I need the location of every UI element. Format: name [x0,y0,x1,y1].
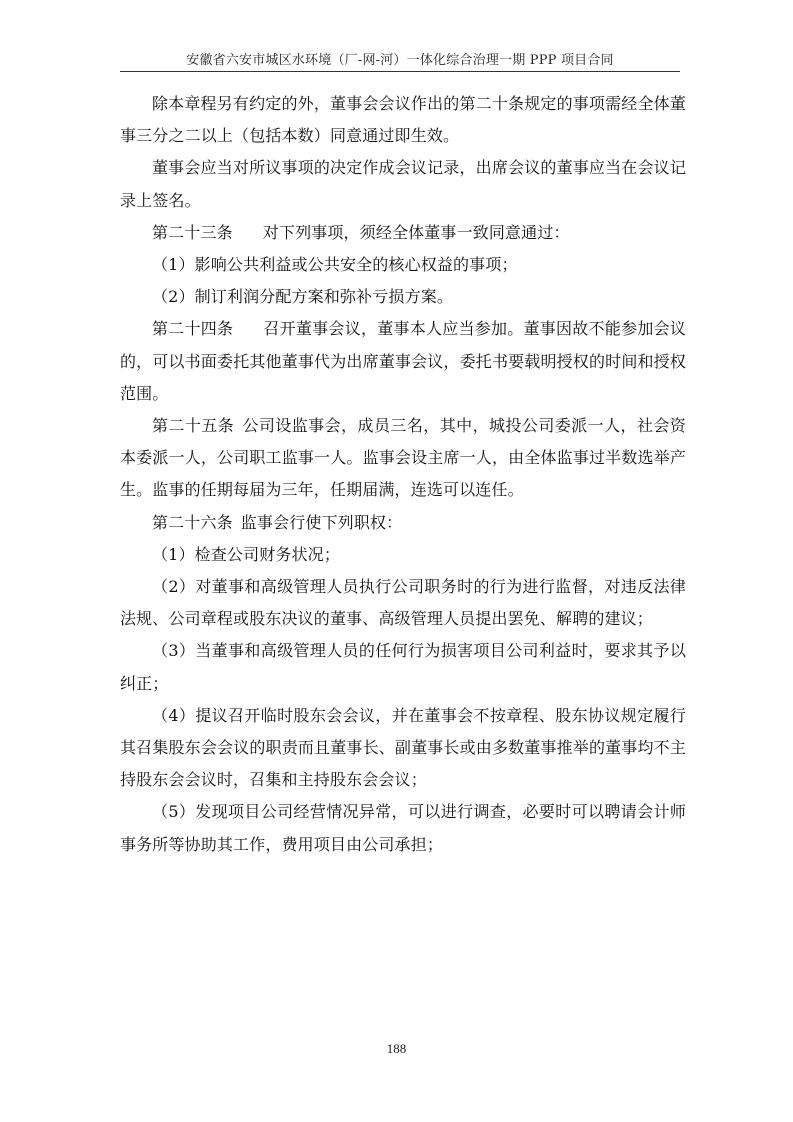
list-item: （5）发现项目公司经营情况异常，可以进行调查，必要时可以聘请会计师事务所等协助其工作，费用项目由公司承担； [120,802,686,854]
paragraph: 董事会应当对所议事项的决定作成会议记录，出席会议的董事应当在会议记录上签名。 [120,158,686,210]
article-text: 监事会行使下列职权： [240,512,403,532]
article-number: 第二十三条 [152,222,233,242]
document-body [120,88,686,861]
article-text: 公司设监事会，成员三名，其中，城投公司委派一人，社会资本委派一人，公司职工监事一人。监事会设主席一人，由全体监事过半数选举产生。监事的任期每届为三年，任期届满，连选可以连任。 [120,416,686,500]
article-25 [120,410,686,507]
list-item: （1）检查公司财务状况； [152,544,340,564]
header-rule [120,71,680,72]
list-item: （2）制订利润分配方案和弥补亏损方案。 [152,287,454,307]
list-item: （4）提议召开临时股东会会议，并在董事会不按章程、股东协议规定履行其召集股东会会议的职责而且董事长、副董事长或由多数董事推举的董事均不主持股东会会议时，召集和主持股东会会议； [120,705,686,790]
paragraph: 除本章程另有约定的外，董事会会议作出的第二十条规定的事项需经全体董事三分之二以上（包括本数）同意通过即生效。 [120,94,686,146]
running-header: 安徽省六安市城区水环境（厂-网-河）一体化综合治理一期 PPP 项目合同 [186,53,614,68]
list-item: （3）当董事和高级管理人员的任何行为损害项目公司利益时，要求其予以纠正； [120,641,686,693]
page-number: 188 [386,1041,407,1056]
article-23 [120,217,686,249]
article-number: 第二十五条 [152,416,235,436]
article-text: 对下列事项，须经全体董事一致同意通过： [262,222,570,242]
article-number: 第二十四条 [152,319,234,339]
list-item: （1）影响公共利益或公共安全的核心权益的事项； [152,255,518,275]
list-item: （2）对董事和高级管理人员执行公司职务时的行为进行监督，对违反法律法规、公司章程或股东决议的董事、高级管理人员提出罢免、解聘的建议； [120,577,686,629]
article-text: 召开董事会议，董事本人应当参加。董事因故不能参加会议的，可以书面委托其他董事代为出席董事会议，委托书要载明授权的时间和授权范围。 [120,319,686,403]
article-24 [120,313,686,410]
article-number: 第二十六条 [152,512,233,532]
article-26 [120,507,686,539]
